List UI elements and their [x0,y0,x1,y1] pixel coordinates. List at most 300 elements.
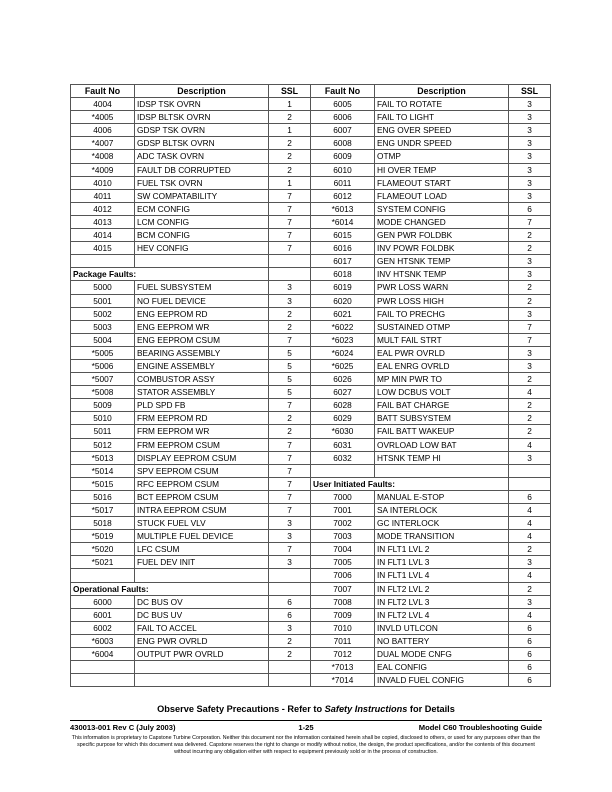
table-row [71,320,551,333]
fault-number-cell: *5015 [71,477,135,490]
ssl-cell: 3 [509,255,551,268]
description-cell: LOW DCBUS VOLT [375,386,509,399]
fault-number-cell: 6016 [311,242,375,255]
fault-number-cell: 7003 [311,530,375,543]
fault-number-cell: 6028 [311,399,375,412]
description-cell: BCT EEPROM CSUM [135,490,269,503]
description-cell: INVLD UTLCON [375,621,509,634]
table-row [71,399,551,412]
description-cell: GDSP TSK OVRN [135,124,269,137]
ssl-cell: 2 [509,229,551,242]
fault-number-cell: 5000 [71,281,135,294]
header-description: Description [135,85,269,98]
description-cell [135,569,269,582]
ssl-cell: 7 [269,242,311,255]
fault-number-cell: 5012 [71,438,135,451]
fault-number-cell: 7005 [311,556,375,569]
description-cell: FUEL SUBSYSTEM [135,281,269,294]
description-cell: ENGINE ASSEMBLY [135,359,269,372]
table-row [71,255,551,268]
fault-number-cell: 7001 [311,504,375,517]
description-cell: NO BATTERY [375,634,509,647]
fault-number-cell: *5017 [71,504,135,517]
fault-number-cell: *6014 [311,215,375,228]
description-cell: FAIL BATT WAKEUP [375,425,509,438]
ssl-cell: 3 [269,556,311,569]
description-cell: FUEL TSK OVRN [135,176,269,189]
description-cell: OTMP [375,150,509,163]
ssl-cell: 3 [269,281,311,294]
fault-number-cell: 6017 [311,255,375,268]
fault-number-cell: *6003 [71,634,135,647]
ssl-cell: 1 [269,124,311,137]
ssl-cell [269,569,311,582]
description-cell: ENG UNDR SPEED [375,137,509,150]
fault-number-cell: *5008 [71,386,135,399]
ssl-cell: 7 [269,543,311,556]
ssl-cell: 5 [269,346,311,359]
description-cell: HI OVER TEMP [375,163,509,176]
ssl-cell: 3 [509,307,551,320]
description-cell: FRM EEPROM CSUM [135,438,269,451]
fault-number-cell: 6012 [311,189,375,202]
ssl-cell: 5 [269,373,311,386]
table-row [71,229,551,242]
fault-number-cell: 6005 [311,98,375,111]
table-row [71,648,551,661]
fault-number-cell: 5001 [71,294,135,307]
table-row [71,163,551,176]
ssl-cell: 3 [509,98,551,111]
table-row [71,595,551,608]
description-cell: FUEL DEV INIT [135,556,269,569]
ssl-cell: 2 [269,111,311,124]
fault-number-cell: 5018 [71,517,135,530]
header-ssl: SSL [509,85,551,98]
ssl-cell [269,255,311,268]
ssl-cell: 3 [269,621,311,634]
ssl-cell: 2 [269,307,311,320]
description-cell: PWR LOSS WARN [375,281,509,294]
ssl-cell: 6 [509,621,551,634]
ssl-cell: 2 [509,373,551,386]
table-row [71,438,551,451]
description-cell: STATOR ASSEMBLY [135,386,269,399]
ssl-cell: 7 [269,504,311,517]
ssl-cell: 3 [509,163,551,176]
fault-number-cell: 4011 [71,189,135,202]
description-cell: SA INTERLOCK [375,504,509,517]
fault-number-cell: 7012 [311,648,375,661]
table-row [71,661,551,674]
ssl-cell: 7 [269,215,311,228]
fault-number-cell: *5006 [71,359,135,372]
section-heading: Package Faults: [71,268,269,281]
fault-number-cell [71,255,135,268]
fault-number-cell: 4006 [71,124,135,137]
description-cell: FAIL TO ACCEL [135,621,269,634]
ssl-cell: 6 [509,674,551,687]
description-cell: PLD SPD FB [135,399,269,412]
fault-number-cell: 6027 [311,386,375,399]
ssl-cell: 3 [509,111,551,124]
ssl-cell: 2 [509,281,551,294]
fault-number-cell: *5014 [71,464,135,477]
description-cell: FRM EEPROM RD [135,412,269,425]
ssl-cell: 3 [509,137,551,150]
description-cell: MODE TRANSITION [375,530,509,543]
table-row [71,412,551,425]
ssl-cell: 3 [509,451,551,464]
ssl-cell: 2 [509,543,551,556]
table-row [71,543,551,556]
description-cell: COMBUSTOR ASSY [135,373,269,386]
ssl-cell: 5 [269,359,311,372]
ssl-cell: 6 [509,634,551,647]
ssl-cell: 7 [509,320,551,333]
description-cell: MULTIPLE FUEL DEVICE [135,530,269,543]
ssl-cell [509,464,551,477]
document-id: 430013-001 Rev C (July 2003) [70,723,176,732]
table-row [71,268,551,281]
ssl-cell [269,674,311,687]
fault-number-cell: *4007 [71,137,135,150]
fault-number-cell: 6010 [311,163,375,176]
fault-number-cell: 6015 [311,229,375,242]
ssl-cell: 2 [509,425,551,438]
ssl-cell: 2 [269,412,311,425]
fault-table-body [71,98,551,687]
fault-number-cell: 6032 [311,451,375,464]
ssl-cell: 7 [269,490,311,503]
fault-number-cell: 6026 [311,373,375,386]
table-row [71,517,551,530]
table-row [71,215,551,228]
ssl-cell [509,477,551,490]
description-cell: EAL CONFIG [375,661,509,674]
ssl-cell: 4 [509,530,551,543]
table-row [71,202,551,215]
ssl-cell: 3 [509,150,551,163]
table-row [71,294,551,307]
fault-number-cell: *5020 [71,543,135,556]
fault-number-cell [311,464,375,477]
description-cell: PWR LOSS HIGH [375,294,509,307]
safety-note-prefix: Observe Safety Precautions - Refer to [157,704,325,714]
ssl-cell: 2 [269,425,311,438]
fault-number-cell [71,674,135,687]
fault-number-cell: 5011 [71,425,135,438]
description-cell: LCM CONFIG [135,215,269,228]
ssl-cell: 6 [509,661,551,674]
table-row [71,425,551,438]
ssl-cell: 6 [269,608,311,621]
table-row [71,98,551,111]
fault-number-cell: 4004 [71,98,135,111]
description-cell: RFC EEPROM CSUM [135,477,269,490]
description-cell: DUAL MODE CNFG [375,648,509,661]
section-heading: Operational Faults: [71,582,269,595]
ssl-cell: 4 [509,504,551,517]
description-cell: MANUAL E-STOP [375,490,509,503]
table-row [71,530,551,543]
fault-number-cell [71,661,135,674]
fault-number-cell: 7000 [311,490,375,503]
fault-number-cell: 6006 [311,111,375,124]
fault-number-cell: 6031 [311,438,375,451]
table-row [71,189,551,202]
description-cell: FRM EEPROM WR [135,425,269,438]
description-cell: ENG EEPROM RD [135,307,269,320]
fault-number-cell: *5019 [71,530,135,543]
description-cell: IN FLT2 LVL 4 [375,608,509,621]
description-cell: INV POWR FOLDBK [375,242,509,255]
table-row [71,346,551,359]
fault-number-cell: *4005 [71,111,135,124]
description-cell: EAL PWR OVRLD [375,346,509,359]
description-cell: GEN HTSNK TEMP [375,255,509,268]
description-cell: OUTPUT PWR OVRLD [135,648,269,661]
ssl-cell: 7 [269,464,311,477]
description-cell: OVRLOAD LOW BAT [375,438,509,451]
table-header-row [71,85,551,98]
fault-number-cell: 6029 [311,412,375,425]
ssl-cell: 6 [269,595,311,608]
ssl-cell: 6 [509,202,551,215]
table-row [71,373,551,386]
ssl-cell: 7 [269,333,311,346]
description-cell: MP MIN PWR TO [375,373,509,386]
fault-number-cell: 6007 [311,124,375,137]
table-row [71,111,551,124]
ssl-cell: 6 [509,648,551,661]
header-fault-no: Fault No [311,85,375,98]
fault-number-cell: 7011 [311,634,375,647]
ssl-cell: 7 [509,215,551,228]
fault-number-cell: 5003 [71,320,135,333]
table-row [71,124,551,137]
legal-notice: This information is proprietary to Capstone Turbine Corporation. Neither this document nor the information contained herein shall be copied, disclosed to others, or used for any purposes other than the specific purpose for which this document was delivered. Capstone reserves the right to change or modify without notice, the design, the product specifications, and/or the contents of this document without incurring any obligation either with respect to equipment previously sold or in the process of construction. [71,735,541,755]
description-cell: MULT FAIL STRT [375,333,509,346]
fault-number-cell: 6011 [311,176,375,189]
ssl-cell: 1 [269,176,311,189]
description-cell: INTRA EEPROM CSUM [135,504,269,517]
ssl-cell: 3 [509,556,551,569]
safety-note-link-text: Safety Instructions [324,704,408,714]
fault-number-cell: 6009 [311,150,375,163]
fault-number-cell: 6001 [71,608,135,621]
description-cell: DISPLAY EEPROM CSUM [135,451,269,464]
table-row [71,137,551,150]
description-cell [135,674,269,687]
ssl-cell: 2 [269,648,311,661]
fault-number-cell: 5009 [71,399,135,412]
description-cell: FAIL TO PRECHG [375,307,509,320]
fault-number-cell: *7013 [311,661,375,674]
fault-number-cell: *6030 [311,425,375,438]
fault-code-table [70,84,551,687]
fault-number-cell: *6013 [311,202,375,215]
ssl-cell: 3 [509,268,551,281]
description-cell: DC BUS OV [135,595,269,608]
ssl-cell [269,268,311,281]
ssl-cell: 1 [269,98,311,111]
table-row [71,608,551,621]
ssl-cell: 7 [269,229,311,242]
fault-number-cell: 7006 [311,569,375,582]
ssl-cell: 4 [509,438,551,451]
description-cell: GEN PWR FOLDBK [375,229,509,242]
ssl-cell: 3 [269,294,311,307]
fault-number-cell: *4008 [71,150,135,163]
fault-number-cell: *6025 [311,359,375,372]
description-cell: ADC TASK OVRN [135,150,269,163]
description-cell: IN FLT1 LVL 4 [375,569,509,582]
table-row [71,634,551,647]
table-row [71,621,551,634]
ssl-cell: 7 [269,477,311,490]
description-cell: INVALD FUEL CONFIG [375,674,509,687]
table-row [71,504,551,517]
ssl-cell: 7 [269,438,311,451]
table-row [71,307,551,320]
ssl-cell: 6 [509,490,551,503]
description-cell: GDSP BLTSK OVRN [135,137,269,150]
fault-number-cell: 4013 [71,215,135,228]
fault-number-cell: 5010 [71,412,135,425]
description-cell: ENG EEPROM CSUM [135,333,269,346]
ssl-cell: 2 [269,163,311,176]
ssl-cell: 5 [269,386,311,399]
ssl-cell: 3 [509,595,551,608]
description-cell: ECM CONFIG [135,202,269,215]
table-row [71,242,551,255]
description-cell: SPV EEPROM CSUM [135,464,269,477]
fault-number-cell: 6018 [311,268,375,281]
fault-number-cell: 5002 [71,307,135,320]
description-cell: IN FLT2 LVL 3 [375,595,509,608]
table-row [71,582,551,595]
ssl-cell: 2 [269,320,311,333]
description-cell: IDSP BLTSK OVRN [135,111,269,124]
description-cell: IN FLT1 LVL 3 [375,556,509,569]
fault-number-cell: *6022 [311,320,375,333]
fault-number-cell: *7014 [311,674,375,687]
ssl-cell: 3 [269,530,311,543]
description-cell: IDSP TSK OVRN [135,98,269,111]
ssl-cell [269,582,311,595]
ssl-cell: 3 [509,346,551,359]
fault-number-cell: 6020 [311,294,375,307]
table-row [71,281,551,294]
description-cell: ENG EEPROM WR [135,320,269,333]
ssl-cell: 4 [509,517,551,530]
table-row [71,386,551,399]
header-fault-no: Fault No [71,85,135,98]
description-cell: STUCK FUEL VLV [135,517,269,530]
ssl-cell: 3 [509,359,551,372]
fault-number-cell: *5007 [71,373,135,386]
ssl-cell: 3 [509,189,551,202]
description-cell: FLAMEOUT LOAD [375,189,509,202]
header-description: Description [375,85,509,98]
description-cell: SW COMPATABILITY [135,189,269,202]
fault-number-cell: *6004 [71,648,135,661]
description-cell: ENG PWR OVRLD [135,634,269,647]
fault-number-cell: 6021 [311,307,375,320]
ssl-cell: 2 [269,137,311,150]
fault-number-cell: 5016 [71,490,135,503]
description-cell: GC INTERLOCK [375,517,509,530]
description-cell: BATT SUBSYSTEM [375,412,509,425]
fault-number-cell: 4015 [71,242,135,255]
fault-number-cell: *6024 [311,346,375,359]
table-row [71,333,551,346]
ssl-cell: 2 [509,582,551,595]
ssl-cell: 4 [509,608,551,621]
ssl-cell: 2 [509,294,551,307]
fault-number-cell: 4014 [71,229,135,242]
description-cell: INV HTSNK TEMP [375,268,509,281]
description-cell: BEARING ASSEMBLY [135,346,269,359]
fault-number-cell: *6023 [311,333,375,346]
fault-number-cell: *4009 [71,163,135,176]
description-cell [135,661,269,674]
fault-number-cell: 7002 [311,517,375,530]
ssl-cell: 2 [269,634,311,647]
ssl-cell: 7 [269,451,311,464]
fault-number-cell: 7007 [311,582,375,595]
fault-number-cell: 5004 [71,333,135,346]
description-cell: SUSTAINED OTMP [375,320,509,333]
fault-number-cell: 6002 [71,621,135,634]
fault-number-cell: 7009 [311,608,375,621]
section-heading: User Initiated Faults: [311,477,509,490]
document-title: Model C60 Troubleshooting Guide [418,723,542,732]
fault-number-cell: 7004 [311,543,375,556]
table-row [71,464,551,477]
fault-number-cell: 6000 [71,595,135,608]
fault-number-cell: *5005 [71,346,135,359]
table-row [71,359,551,372]
table-row [71,490,551,503]
description-cell: HTSNK TEMP HI [375,451,509,464]
description-cell: DC BUS UV [135,608,269,621]
description-cell: EAL ENRG OVRLD [375,359,509,372]
table-row [71,569,551,582]
ssl-cell: 3 [269,517,311,530]
fault-number-cell: 6008 [311,137,375,150]
ssl-cell: 7 [269,202,311,215]
description-cell: FAIL TO LIGHT [375,111,509,124]
table-row [71,176,551,189]
description-cell: ENG OVER SPEED [375,124,509,137]
description-cell [375,464,509,477]
ssl-cell: 7 [509,333,551,346]
ssl-cell [269,661,311,674]
fault-number-cell: *5013 [71,451,135,464]
ssl-cell: 7 [269,189,311,202]
description-cell: BCM CONFIG [135,229,269,242]
header-ssl: SSL [269,85,311,98]
ssl-cell: 3 [509,176,551,189]
safety-note-suffix: for Details [407,704,455,714]
ssl-cell: 4 [509,569,551,582]
ssl-cell: 2 [509,412,551,425]
fault-number-cell: 4012 [71,202,135,215]
description-cell: MODE CHANGED [375,215,509,228]
fault-number-cell: 7008 [311,595,375,608]
